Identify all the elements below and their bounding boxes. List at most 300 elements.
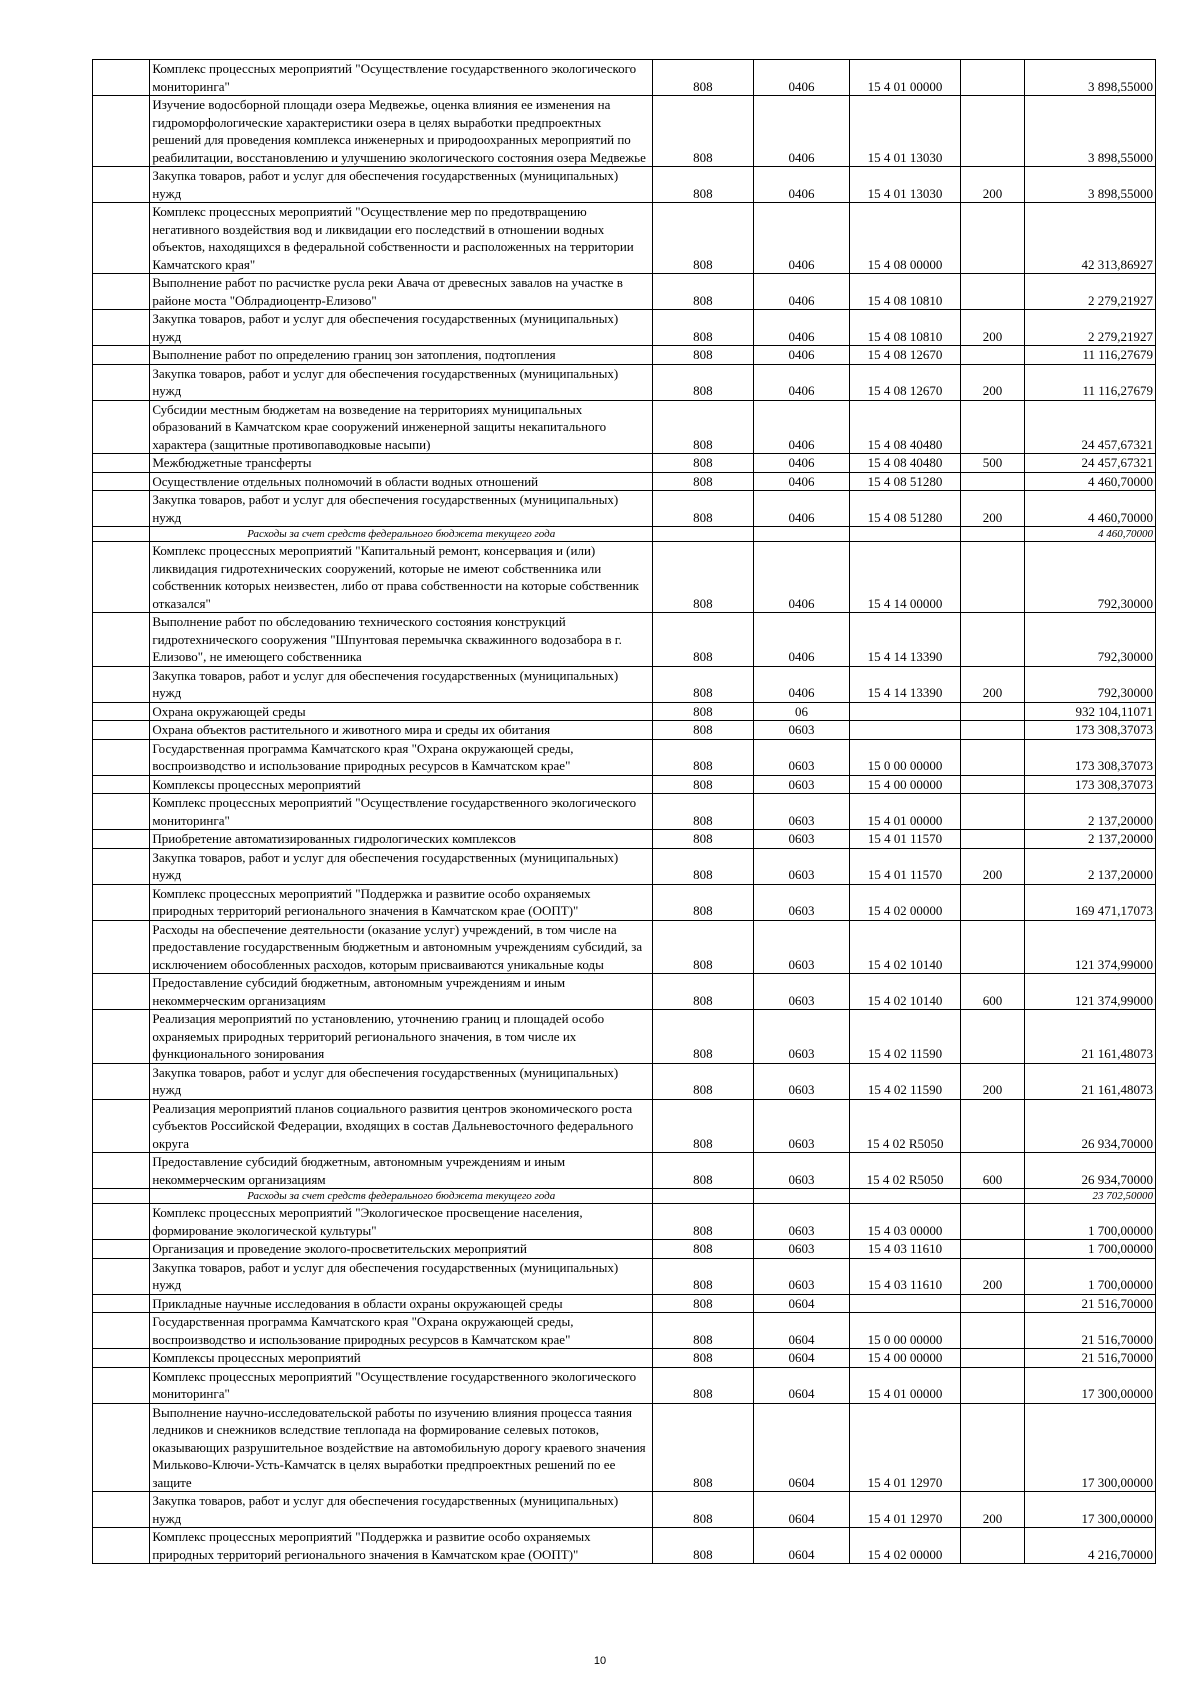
department-code-cell: 808 — [653, 830, 754, 849]
table-row — [93, 364, 1156, 400]
target-article-cell: 15 4 02 00000 — [850, 884, 961, 920]
target-article-cell: 15 4 03 11610 — [850, 1240, 961, 1259]
amount-cell: 121 374,99000 — [1025, 920, 1156, 974]
section-code-cell: 0406 — [753, 491, 850, 527]
row-number-cell — [93, 794, 150, 830]
expense-type-cell — [960, 274, 1024, 310]
item-name-cell: Государственная программа Камчатского края "Охрана окружающей среды, воспроизводство и использование природных ресурсов в Камчатском крае" — [150, 1313, 653, 1349]
item-name-cell: Закупка товаров, работ и услуг для обеспечения государственных (муниципальных) нужд — [150, 364, 653, 400]
amount-cell: 11 116,27679 — [1025, 346, 1156, 365]
item-name-cell: Закупка товаров, работ и услуг для обеспечения государственных (муниципальных) нужд — [150, 1063, 653, 1099]
row-number-cell — [93, 848, 150, 884]
row-number-cell — [93, 346, 150, 365]
section-code-cell: 0603 — [753, 848, 850, 884]
department-code-cell: 808 — [653, 346, 754, 365]
section-code-cell: 0406 — [753, 274, 850, 310]
target-article-cell: 15 4 14 13390 — [850, 613, 961, 667]
department-code-cell: 808 — [653, 1099, 754, 1153]
amount-cell: 169 471,17073 — [1025, 884, 1156, 920]
department-code-cell: 808 — [653, 884, 754, 920]
row-number-cell — [93, 1349, 150, 1368]
item-name-cell: Комплекс процессных мероприятий "Осуществление государственного экологического мониторинга" — [150, 1367, 653, 1403]
item-name-cell: Предоставление субсидий бюджетным, автономным учреждениям и иным некоммерческим организациям — [150, 974, 653, 1010]
section-code-cell: 0603 — [753, 721, 850, 740]
item-name-cell: Расходы на обеспечение деятельности (оказание услуг) учреждений, в том числе на предоставление государственным бюджетным и автономным учреждениям субсидий, за исключением обособленных расходов, которым присваиваются уникальные коды — [150, 920, 653, 974]
department-code-cell: 808 — [653, 794, 754, 830]
expense-type-cell — [960, 702, 1024, 721]
target-article-cell: 15 4 01 13030 — [850, 167, 961, 203]
amount-cell: 23 702,50000 — [1025, 1189, 1156, 1204]
section-code-cell: 0406 — [753, 60, 850, 96]
amount-cell: 11 116,27679 — [1025, 364, 1156, 400]
target-article-cell: 15 4 00 00000 — [850, 775, 961, 794]
target-article-cell: 15 4 14 00000 — [850, 542, 961, 613]
section-code-cell: 0604 — [753, 1492, 850, 1528]
target-article-cell: 15 4 02 10140 — [850, 974, 961, 1010]
table-row — [93, 310, 1156, 346]
target-article-cell: 15 4 02 R5050 — [850, 1153, 961, 1189]
row-number-cell — [93, 400, 150, 454]
section-code-cell: 0603 — [753, 830, 850, 849]
department-code-cell: 808 — [653, 364, 754, 400]
amount-cell: 2 137,20000 — [1025, 848, 1156, 884]
table-row — [93, 884, 1156, 920]
section-code-cell: 0603 — [753, 1258, 850, 1294]
amount-cell: 1 700,00000 — [1025, 1204, 1156, 1240]
amount-cell: 26 934,70000 — [1025, 1153, 1156, 1189]
target-article-cell: 15 4 08 12670 — [850, 364, 961, 400]
amount-cell: 4 460,70000 — [1025, 527, 1156, 542]
item-name-cell: Комплексы процессных мероприятий — [150, 775, 653, 794]
section-code-cell: 0603 — [753, 974, 850, 1010]
row-number-cell — [93, 974, 150, 1010]
expense-type-cell: 200 — [960, 1063, 1024, 1099]
section-code-cell: 0603 — [753, 1099, 850, 1153]
item-name-cell: Межбюджетные трансферты — [150, 454, 653, 473]
section-code-cell: 0603 — [753, 1063, 850, 1099]
amount-cell: 932 104,11071 — [1025, 702, 1156, 721]
row-number-cell — [93, 702, 150, 721]
item-name-cell: Реализация мероприятий планов социального развития центров экономического роста субъектов Российской Федерации, входящих в состав Дальневосточного федерального округа — [150, 1099, 653, 1153]
section-code-cell: 0603 — [753, 920, 850, 974]
expense-type-cell — [960, 775, 1024, 794]
item-name-cell: Закупка товаров, работ и услуг для обеспечения государственных (муниципальных) нужд — [150, 1492, 653, 1528]
row-number-cell — [93, 1294, 150, 1313]
amount-cell: 173 308,37073 — [1025, 721, 1156, 740]
item-name-cell: Расходы за счет средств федерального бюджета текущего года — [150, 1189, 653, 1204]
item-name-cell: Охрана окружающей среды — [150, 702, 653, 721]
row-number-cell — [93, 472, 150, 491]
section-code-cell: 0406 — [753, 400, 850, 454]
amount-cell: 2 279,21927 — [1025, 274, 1156, 310]
expense-type-cell — [960, 346, 1024, 365]
target-article-cell: 15 4 02 00000 — [850, 1528, 961, 1564]
section-code-cell: 0406 — [753, 167, 850, 203]
target-article-cell — [850, 527, 961, 542]
item-name-cell: Закупка товаров, работ и услуг для обеспечения государственных (муниципальных) нужд — [150, 167, 653, 203]
expense-type-cell — [960, 794, 1024, 830]
amount-cell: 3 898,55000 — [1025, 96, 1156, 167]
row-number-cell — [93, 1153, 150, 1189]
target-article-cell — [850, 1189, 961, 1204]
target-article-cell: 15 4 01 11570 — [850, 830, 961, 849]
section-code-cell: 0406 — [753, 346, 850, 365]
amount-cell: 21 516,70000 — [1025, 1349, 1156, 1368]
row-number-cell — [93, 96, 150, 167]
expense-type-cell: 200 — [960, 848, 1024, 884]
row-number-cell — [93, 1240, 150, 1259]
table-body — [93, 60, 1156, 1564]
section-code-cell: 0406 — [753, 310, 850, 346]
amount-cell: 2 137,20000 — [1025, 794, 1156, 830]
amount-cell: 3 898,55000 — [1025, 60, 1156, 96]
target-article-cell: 15 4 01 00000 — [850, 1367, 961, 1403]
amount-cell: 792,30000 — [1025, 542, 1156, 613]
department-code-cell: 808 — [653, 1240, 754, 1259]
department-code-cell: 808 — [653, 775, 754, 794]
department-code-cell: 808 — [653, 1349, 754, 1368]
department-code-cell: 808 — [653, 702, 754, 721]
amount-cell: 17 300,00000 — [1025, 1403, 1156, 1492]
row-number-cell — [93, 721, 150, 740]
department-code-cell: 808 — [653, 1492, 754, 1528]
row-number-cell — [93, 310, 150, 346]
expense-type-cell: 200 — [960, 1492, 1024, 1528]
target-article-cell: 15 0 00 00000 — [850, 1313, 961, 1349]
amount-cell: 4 460,70000 — [1025, 491, 1156, 527]
amount-cell: 21 516,70000 — [1025, 1313, 1156, 1349]
expense-type-cell — [960, 1349, 1024, 1368]
department-code-cell: 808 — [653, 203, 754, 274]
item-name-cell: Комплексы процессных мероприятий — [150, 1349, 653, 1368]
target-article-cell: 15 4 02 11590 — [850, 1063, 961, 1099]
section-code-cell: 0603 — [753, 794, 850, 830]
department-code-cell: 808 — [653, 848, 754, 884]
table-row — [93, 472, 1156, 491]
item-name-cell: Расходы за счет средств федерального бюджета текущего года — [150, 527, 653, 542]
table-row — [93, 920, 1156, 974]
budget-table — [92, 59, 1156, 1564]
target-article-cell: 15 4 01 00000 — [850, 794, 961, 830]
expense-type-cell: 200 — [960, 491, 1024, 527]
target-article-cell: 15 4 03 00000 — [850, 1204, 961, 1240]
item-name-cell: Закупка товаров, работ и услуг для обеспечения государственных (муниципальных) нужд — [150, 1258, 653, 1294]
department-code-cell: 808 — [653, 96, 754, 167]
target-article-cell: 15 4 08 10810 — [850, 274, 961, 310]
amount-cell: 173 308,37073 — [1025, 775, 1156, 794]
amount-cell: 4 460,70000 — [1025, 472, 1156, 491]
table-row — [93, 1367, 1156, 1403]
target-article-cell: 15 4 01 11570 — [850, 848, 961, 884]
target-article-cell: 15 4 08 51280 — [850, 491, 961, 527]
table-row — [93, 1492, 1156, 1528]
amount-cell: 3 898,55000 — [1025, 167, 1156, 203]
expense-type-cell — [960, 884, 1024, 920]
expense-type-cell — [960, 613, 1024, 667]
item-name-cell: Комплекс процессных мероприятий "Капитальный ремонт, консервация и (или) ликвидация гидротехнических сооружений, которые не имеют собственника или собственник которых неизвестен, либо от права собственности на которые собственник отказался" — [150, 542, 653, 613]
row-number-cell — [93, 775, 150, 794]
row-number-cell — [93, 1063, 150, 1099]
row-number-cell — [93, 203, 150, 274]
target-article-cell: 15 4 08 12670 — [850, 346, 961, 365]
section-code-cell — [753, 527, 850, 542]
target-article-cell: 15 4 03 11610 — [850, 1258, 961, 1294]
department-code-cell: 808 — [653, 613, 754, 667]
section-code-cell: 0406 — [753, 472, 850, 491]
department-code-cell: 808 — [653, 454, 754, 473]
target-article-cell: 15 4 08 00000 — [850, 203, 961, 274]
expense-type-cell — [960, 60, 1024, 96]
table-row — [93, 775, 1156, 794]
target-article-cell: 15 4 01 12970 — [850, 1492, 961, 1528]
section-code-cell: 0604 — [753, 1403, 850, 1492]
section-code-cell: 0603 — [753, 884, 850, 920]
table-row — [93, 1403, 1156, 1492]
amount-cell: 21 516,70000 — [1025, 1294, 1156, 1313]
expense-type-cell — [960, 1403, 1024, 1492]
row-number-cell — [93, 527, 150, 542]
item-name-cell: Закупка товаров, работ и услуг для обеспечения государственных (муниципальных) нужд — [150, 848, 653, 884]
expense-type-cell — [960, 1240, 1024, 1259]
expense-type-cell — [960, 1189, 1024, 1204]
table-row — [93, 974, 1156, 1010]
department-code-cell: 808 — [653, 274, 754, 310]
row-number-cell — [93, 920, 150, 974]
table-row — [93, 613, 1156, 667]
target-article-cell: 15 4 01 00000 — [850, 60, 961, 96]
amount-cell: 4 216,70000 — [1025, 1528, 1156, 1564]
row-number-cell — [93, 1010, 150, 1064]
amount-cell: 17 300,00000 — [1025, 1367, 1156, 1403]
item-name-cell: Комплекс процессных мероприятий "Осуществление мер по предотвращению негативного воздействия вод и ликвидации его последствий в отношении водных объектов, находящихся в федеральной собственности и расположенных на территории Камчатского края" — [150, 203, 653, 274]
table-row — [93, 1010, 1156, 1064]
section-code-cell: 0604 — [753, 1528, 850, 1564]
section-code-cell — [753, 1189, 850, 1204]
item-name-cell: Государственная программа Камчатского края "Охрана окружающей среды, воспроизводство и использование природных ресурсов в Камчатском крае" — [150, 739, 653, 775]
item-name-cell: Субсидии местным бюджетам на возведение на территориях муниципальных образований в Камчатском крае сооружений инженерной защиты некапитального характера (защитные противопаводковые насыпи) — [150, 400, 653, 454]
amount-cell: 792,30000 — [1025, 613, 1156, 667]
target-article-cell: 15 4 00 00000 — [850, 1349, 961, 1368]
table-row — [93, 794, 1156, 830]
section-code-cell: 0406 — [753, 542, 850, 613]
department-code-cell: 808 — [653, 491, 754, 527]
item-name-cell: Предоставление субсидий бюджетным, автономным учреждениям и иным некоммерческим организациям — [150, 1153, 653, 1189]
amount-cell: 2 137,20000 — [1025, 830, 1156, 849]
table-row — [93, 1528, 1156, 1564]
expense-type-cell — [960, 400, 1024, 454]
target-article-cell — [850, 702, 961, 721]
target-article-cell: 15 4 02 10140 — [850, 920, 961, 974]
item-name-cell: Закупка товаров, работ и услуг для обеспечения государственных (муниципальных) нужд — [150, 310, 653, 346]
target-article-cell: 15 4 14 13390 — [850, 666, 961, 702]
target-article-cell: 15 4 01 13030 — [850, 96, 961, 167]
table-row — [93, 1204, 1156, 1240]
department-code-cell — [653, 1189, 754, 1204]
expense-type-cell: 200 — [960, 1258, 1024, 1294]
expense-type-cell — [960, 1367, 1024, 1403]
item-name-cell: Выполнение работ по расчистке русла реки Авача от древесных завалов на участке в районе моста "Облрадиоцентр-Елизово" — [150, 274, 653, 310]
expense-type-cell — [960, 1010, 1024, 1064]
table-row — [93, 830, 1156, 849]
expense-type-cell: 200 — [960, 310, 1024, 346]
amount-cell: 173 308,37073 — [1025, 739, 1156, 775]
department-code-cell: 808 — [653, 1367, 754, 1403]
department-code-cell: 808 — [653, 1010, 754, 1064]
item-name-cell: Прикладные научные исследования в области охраны окружающей среды — [150, 1294, 653, 1313]
expense-type-cell — [960, 830, 1024, 849]
table-row — [93, 1063, 1156, 1099]
department-code-cell: 808 — [653, 472, 754, 491]
row-number-cell — [93, 1403, 150, 1492]
expense-type-cell — [960, 739, 1024, 775]
expense-type-cell: 500 — [960, 454, 1024, 473]
row-number-cell — [93, 1099, 150, 1153]
amount-cell: 2 279,21927 — [1025, 310, 1156, 346]
department-code-cell: 808 — [653, 1204, 754, 1240]
section-code-cell: 06 — [753, 702, 850, 721]
expense-type-cell — [960, 721, 1024, 740]
row-number-cell — [93, 884, 150, 920]
department-code-cell: 808 — [653, 666, 754, 702]
expense-type-cell: 600 — [960, 974, 1024, 1010]
target-article-cell — [850, 1294, 961, 1313]
row-number-cell — [93, 364, 150, 400]
section-code-cell: 0603 — [753, 1204, 850, 1240]
expense-type-cell — [960, 542, 1024, 613]
row-number-cell — [93, 1367, 150, 1403]
expense-type-cell — [960, 920, 1024, 974]
amount-cell: 42 313,86927 — [1025, 203, 1156, 274]
department-code-cell: 808 — [653, 1153, 754, 1189]
target-article-cell: 15 4 01 12970 — [850, 1403, 961, 1492]
target-article-cell: 15 4 08 40480 — [850, 454, 961, 473]
table-row — [93, 1313, 1156, 1349]
item-name-cell: Организация и проведение эколого-просветительских мероприятий — [150, 1240, 653, 1259]
item-name-cell: Реализация мероприятий по установлению, уточнению границ и площадей особо охраняемых природных территорий регионального значения, в том числе их функционального зонирования — [150, 1010, 653, 1064]
expense-type-cell: 200 — [960, 364, 1024, 400]
table-row — [93, 60, 1156, 96]
item-name-cell: Комплекс процессных мероприятий "Осуществление государственного экологического мониторинга" — [150, 60, 653, 96]
expense-type-cell — [960, 203, 1024, 274]
target-article-cell: 15 0 00 00000 — [850, 739, 961, 775]
target-article-cell: 15 4 08 40480 — [850, 400, 961, 454]
section-code-cell: 0603 — [753, 775, 850, 794]
table-row — [93, 96, 1156, 167]
section-code-cell: 0406 — [753, 666, 850, 702]
section-code-cell: 0406 — [753, 96, 850, 167]
department-code-cell: 808 — [653, 167, 754, 203]
table-row — [93, 491, 1156, 527]
expense-type-cell — [960, 1313, 1024, 1349]
item-name-cell: Комплекс процессных мероприятий "Экологическое просвещение населения, формирование экологической культуры" — [150, 1204, 653, 1240]
target-article-cell: 15 4 02 R5050 — [850, 1099, 961, 1153]
table-row — [93, 1349, 1156, 1368]
expense-type-cell — [960, 1204, 1024, 1240]
table-row — [93, 1258, 1156, 1294]
table-row — [93, 1240, 1156, 1259]
department-code-cell: 808 — [653, 310, 754, 346]
row-number-cell — [93, 454, 150, 473]
section-code-cell: 0603 — [753, 1010, 850, 1064]
expense-type-cell — [960, 527, 1024, 542]
table-row — [93, 721, 1156, 740]
amount-cell: 26 934,70000 — [1025, 1099, 1156, 1153]
department-code-cell: 808 — [653, 721, 754, 740]
row-number-cell — [93, 613, 150, 667]
amount-cell: 24 457,67321 — [1025, 400, 1156, 454]
table-row — [93, 400, 1156, 454]
department-code-cell: 808 — [653, 974, 754, 1010]
table-row — [93, 666, 1156, 702]
item-name-cell: Комплекс процессных мероприятий "Поддержка и развитие особо охраняемых природных территорий регионального значения в Камчатском крае (ООПТ)" — [150, 884, 653, 920]
amount-cell: 21 161,48073 — [1025, 1010, 1156, 1064]
department-code-cell: 808 — [653, 1528, 754, 1564]
table-row — [93, 1294, 1156, 1313]
row-number-cell — [93, 1492, 150, 1528]
federal-budget-note-row — [93, 1189, 1156, 1204]
table-row — [93, 346, 1156, 365]
expense-type-cell: 200 — [960, 666, 1024, 702]
section-code-cell: 0603 — [753, 1153, 850, 1189]
section-code-cell: 0604 — [753, 1313, 850, 1349]
department-code-cell: 808 — [653, 739, 754, 775]
page-number: 10 — [593, 1655, 607, 1667]
row-number-cell — [93, 491, 150, 527]
item-name-cell: Выполнение работ по определению границ зон затопления, подтопления — [150, 346, 653, 365]
target-article-cell: 15 4 08 10810 — [850, 310, 961, 346]
target-article-cell: 15 4 02 11590 — [850, 1010, 961, 1064]
row-number-cell — [93, 167, 150, 203]
expense-type-cell — [960, 1099, 1024, 1153]
table-row — [93, 274, 1156, 310]
department-code-cell: 808 — [653, 542, 754, 613]
amount-cell: 24 457,67321 — [1025, 454, 1156, 473]
federal-budget-note-row — [93, 527, 1156, 542]
item-name-cell: Комплекс процессных мероприятий "Осуществление государственного экологического мониторинга" — [150, 794, 653, 830]
row-number-cell — [93, 274, 150, 310]
item-name-cell: Закупка товаров, работ и услуг для обеспечения государственных (муниципальных) нужд — [150, 666, 653, 702]
amount-cell: 1 700,00000 — [1025, 1240, 1156, 1259]
item-name-cell: Приобретение автоматизированных гидрологических комплексов — [150, 830, 653, 849]
row-number-cell — [93, 1258, 150, 1294]
table-row — [93, 1099, 1156, 1153]
section-code-cell: 0604 — [753, 1294, 850, 1313]
department-code-cell: 808 — [653, 1313, 754, 1349]
amount-cell: 1 700,00000 — [1025, 1258, 1156, 1294]
expense-type-cell — [960, 96, 1024, 167]
expense-type-cell — [960, 1528, 1024, 1564]
section-code-cell: 0406 — [753, 454, 850, 473]
table-row — [93, 702, 1156, 721]
row-number-cell — [93, 1189, 150, 1204]
table-row — [93, 739, 1156, 775]
department-code-cell: 808 — [653, 1063, 754, 1099]
row-number-cell — [93, 60, 150, 96]
department-code-cell: 808 — [653, 1258, 754, 1294]
row-number-cell — [93, 1313, 150, 1349]
section-code-cell: 0406 — [753, 203, 850, 274]
table-row — [93, 167, 1156, 203]
section-code-cell: 0603 — [753, 1240, 850, 1259]
section-code-cell: 0406 — [753, 613, 850, 667]
expense-type-cell: 200 — [960, 167, 1024, 203]
table-row — [93, 1153, 1156, 1189]
item-name-cell: Выполнение работ по обследованию технического состояния конструкций гидротехнического сооружения "Шпунтовая перемычка скважинного водозабора в г. Елизово", не имеющего собственника — [150, 613, 653, 667]
row-number-cell — [93, 666, 150, 702]
expense-type-cell — [960, 1294, 1024, 1313]
section-code-cell: 0604 — [753, 1349, 850, 1368]
department-code-cell — [653, 527, 754, 542]
